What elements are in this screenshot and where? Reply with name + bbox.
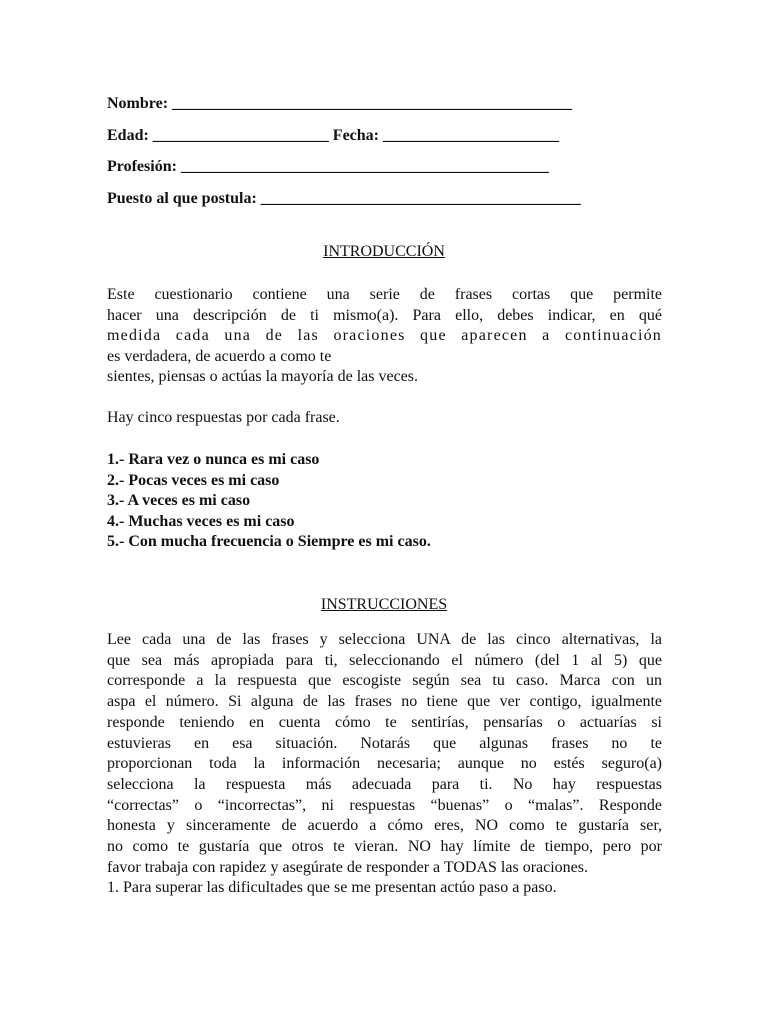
- instr-line: no como te gustaría que otros te vieran. NO hay límite de tiempo, pero por: [107, 838, 662, 856]
- profesion-field: Profesión: ______________________________________________: [107, 158, 549, 175]
- introduccion-paragraph: [107, 285, 662, 388]
- instr-line: aspa el número. Si alguna de las frases no tiene que ver contigo, igualmente: [107, 693, 662, 711]
- instr-line: favor trabaja con rapidez y asegúrate de responder a TODAS las oraciones.: [107, 858, 588, 876]
- puesto-field: Puesto al que postula: ________________________________________: [107, 189, 581, 207]
- respuestas-text: Hay cinco respuestas por cada frase.: [107, 409, 340, 426]
- answer-option: 3.- A veces es mi caso: [107, 492, 251, 509]
- instrucciones-paragraph: [107, 630, 662, 899]
- instr-line: selecciona la respuesta más adecuada para ti. No hay respuestas: [107, 775, 662, 793]
- edad-fecha-field: Edad: ______________________ Fecha: ______________________: [107, 126, 559, 144]
- intro-line: Este cuestionario contiene una serie de frases cortas que permite: [107, 286, 662, 303]
- answer-option: 1.- Rara vez o nunca es mi caso: [107, 451, 320, 468]
- instrucciones-title: INSTRUCCIONES: [320, 596, 448, 613]
- instr-line: Lee cada una de las frases y selecciona UNA de las cinco alternativas, la: [107, 631, 662, 648]
- answer-option: 2.- Pocas veces es mi caso: [107, 471, 280, 489]
- answer-option: 4.- Muchas veces es mi caso: [107, 512, 295, 530]
- applicant-form: [107, 92, 647, 218]
- instr-line: que sea más apropiada para ti, seleccionando el número (del 1 al 5) que: [107, 651, 662, 669]
- instr-line: estuvieras en esa situación. Notarás que algunas frases no te: [107, 734, 662, 752]
- instr-line: “correctas” o “incorrectas”, ni respuestas “buenas” o “malas”. Responde: [107, 796, 662, 814]
- answer-options-list: [107, 450, 431, 553]
- intro-line: es verdadera, de acuerdo a como te: [107, 347, 332, 365]
- instr-line: responde teniendo en cuenta cómo te sentirías, pensarías o actuarías si: [107, 713, 662, 731]
- intro-line: sientes, piensas o actúas la mayoría de las veces.: [107, 368, 418, 385]
- instr-line: corresponde a la respuesta que escogiste según sea tu caso. Marca con un: [107, 672, 662, 690]
- intro-line: medida cada una de las oraciones que aparecen a continuación: [107, 327, 662, 344]
- introduccion-title: INTRODUCCIÓN: [323, 243, 445, 260]
- instr-line: honesta y sinceramente de acuerdo a cómo eres, NO como te gustaría ser,: [107, 817, 662, 835]
- nombre-field: Nombre: __________________________________________________: [107, 95, 573, 112]
- question-item: 1. Para superar las dificultades que se me presentan actúo paso a paso.: [107, 879, 557, 897]
- intro-line: hacer una descripción de ti mismo(a). Para ello, debes indicar, en qué: [107, 306, 662, 324]
- instr-line: proporcionan toda la información necesaria; aunque no estés seguro(a): [107, 755, 662, 773]
- answer-option: 5.- Con mucha frecuencia o Siempre es mi caso.: [107, 533, 431, 550]
